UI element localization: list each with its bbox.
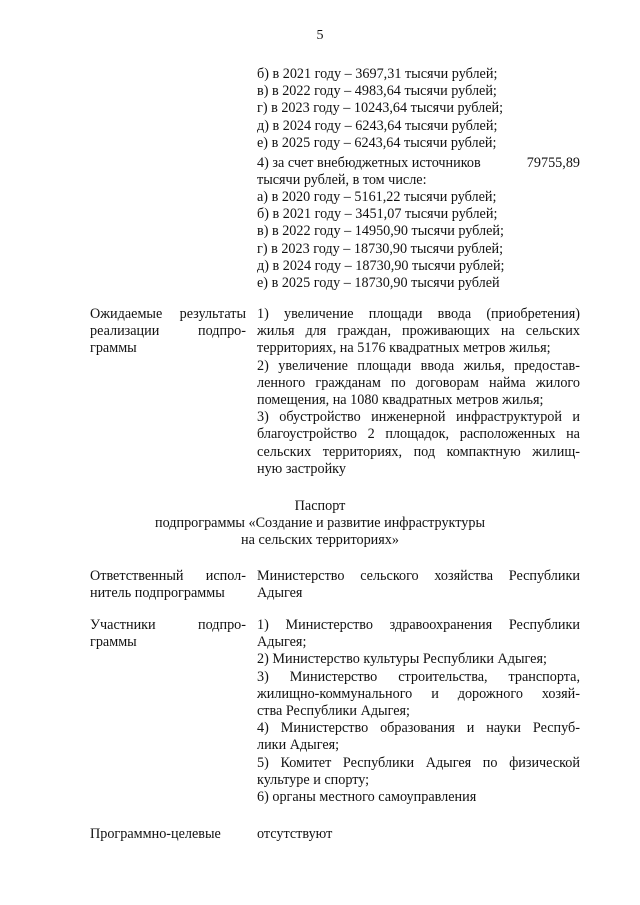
participants-label-line-word: Участники	[90, 617, 156, 633]
extrabudget-year-line: а) в 2020 году – 5161,22 тысячи рублей;	[257, 189, 497, 205]
expected-results-line	[257, 426, 580, 443]
passport-title: Паспорт	[294, 498, 346, 514]
participants-line-word: дорожного	[457, 685, 523, 702]
participants-line-word: 4)	[257, 720, 269, 737]
expected-results-line-word: увеличение	[278, 357, 348, 374]
extrabudget-head	[257, 155, 580, 172]
passport-subtitle-1: подпрограммы «Создание и развитие инфраструктуры	[154, 515, 485, 531]
participants-line-word: и	[466, 720, 475, 737]
expected-results-line-word: жилищ-	[532, 443, 580, 460]
participants-line-word: Республики	[508, 617, 580, 633]
expected-results-line	[257, 306, 580, 323]
extrabudget-year-line: б) в 2021 году – 3451,07 тысячи рублей;	[257, 206, 498, 223]
expected-results-label-line-word: граммы	[90, 340, 137, 357]
participants-line	[257, 634, 306, 651]
participants-line	[257, 669, 580, 686]
expected-results-line-word: договорам	[415, 374, 479, 391]
expected-results-line-word: благоустройство	[257, 426, 357, 443]
expected-results-line-word: проживающих	[402, 323, 490, 340]
responsible-label-line-word: нитель подпрограммы	[90, 585, 225, 602]
expected-results-label-line	[90, 306, 246, 323]
expected-results-line-word: по	[391, 374, 406, 391]
expected-results-line-word: территориях, на 5176 квадратных метров жилья;	[257, 340, 551, 357]
participants-line-word: здравоохранения	[389, 617, 493, 633]
expected-results-label-line-word: результаты	[179, 306, 246, 322]
responsible-label-line	[90, 568, 246, 585]
responsible-line-word: Адыгея	[257, 585, 303, 602]
expected-results-line-word: площади	[368, 306, 423, 322]
participants-line-word: строительства,	[398, 668, 488, 685]
participants-line-word: хозяй-	[541, 685, 580, 702]
participants-line-word: 2) Министерство культуры Республики Адыгея;	[257, 651, 547, 668]
participants-line	[257, 703, 410, 720]
program-target-label: Программно-целевые	[90, 826, 221, 842]
participants-line-word: культуре и спорту;	[257, 771, 370, 788]
participants-line-word: Респуб-	[532, 720, 580, 737]
expected-results-line-word: площади	[357, 357, 412, 374]
responsible-label-line	[90, 585, 225, 602]
expected-results-line-word: сельских	[257, 443, 312, 460]
expected-results-label-line	[90, 323, 246, 340]
funding-year-line: е) в 2025 году – 6243,64 тысячи рублей;	[257, 134, 497, 151]
expected-results-line-word: 2	[367, 426, 375, 443]
participants-line	[257, 772, 369, 789]
participants-line	[257, 617, 580, 634]
participants-line	[257, 686, 580, 703]
expected-results-line-word: на	[566, 426, 580, 443]
participants-line	[257, 755, 580, 772]
participants-line-word: Адыгея;	[257, 634, 307, 651]
responsible-line	[257, 568, 580, 585]
expected-results-line-word: сельских	[525, 323, 580, 340]
expected-results-line	[257, 340, 551, 357]
participants-line-word: Республики	[342, 754, 415, 771]
expected-results-line-word: жилого	[535, 374, 580, 391]
responsible-label-line-word: Ответственный	[90, 568, 184, 584]
expected-results-line-word: и	[572, 409, 580, 426]
responsible-line-word: сельского	[360, 568, 419, 584]
participants-label-line	[90, 634, 137, 651]
funding-year-line: в) в 2022 году – 4983,64 тысячи рублей;	[257, 83, 497, 100]
expected-results-line-word: на	[500, 323, 515, 340]
participants-label-line-word: граммы	[90, 634, 137, 651]
expected-results-line-word: ввода	[420, 357, 455, 374]
expected-results-line	[257, 444, 580, 461]
participants-line-word: по	[482, 754, 498, 771]
participants-line-word: ства Республики Адыгея;	[257, 703, 410, 719]
participants-label-line-word: подпро-	[197, 617, 246, 633]
expected-results-line-word: площадок,	[385, 426, 450, 443]
funding-year-line: б) в 2021 году – 3697,31 тысячи рублей;	[257, 66, 498, 82]
expected-results-line-word: для	[305, 323, 327, 340]
expected-results-line-word: расположенных	[459, 426, 556, 443]
expected-results-line-word: компактную	[446, 443, 521, 460]
expected-results-line-word: ную застройку	[257, 460, 346, 477]
participants-line-word: лики Адыгея;	[257, 737, 340, 754]
extrabudget-year-line: в) в 2022 году – 14950,90 тысячи рублей;	[257, 223, 504, 240]
funding-year-line: д) в 2024 году – 6243,64 тысячи рублей;	[257, 117, 498, 134]
expected-results-line-word: территориях,	[322, 443, 403, 460]
expected-results-line-word: жилья	[257, 323, 295, 340]
funding-year-line: г) в 2023 году – 10243,64 тысячи рублей;	[257, 100, 504, 117]
extrabudget-head-text: 4) за счет внебюджетных источников	[257, 155, 481, 171]
participants-line	[257, 720, 580, 737]
participants-line	[257, 789, 476, 806]
expected-results-line-word: обустройство	[279, 409, 361, 426]
expected-results-line-word: инфраструктурой	[455, 409, 562, 426]
participants-line	[257, 651, 547, 668]
participants-line-word: образования	[380, 720, 455, 737]
participants-line-word: Комитет	[280, 754, 332, 771]
participants-line-word: 6) органы местного самоуправления	[257, 789, 477, 805]
expected-results-line-word: 1)	[257, 306, 269, 322]
participants-line	[257, 737, 339, 754]
expected-results-line-word: граждан,	[337, 323, 392, 340]
expected-results-label-line-word: Ожидаемые	[90, 306, 163, 322]
extrabudget-year-line: е) в 2025 году – 18730,90 тысячи рублей	[257, 275, 500, 291]
participants-line-word: физической	[509, 754, 580, 771]
expected-results-line	[257, 392, 543, 409]
participants-line-word: Министерство	[289, 668, 378, 685]
participants-line-word: транспорта,	[508, 668, 580, 685]
expected-results-line-word: 3)	[257, 409, 269, 426]
expected-results-line	[257, 323, 580, 340]
participants-line-word: Адыгея	[425, 754, 472, 771]
passport-subtitle-2: на сельских территориях»	[241, 532, 399, 548]
expected-results-line-word: инженерной	[371, 409, 446, 426]
responsible-line-word: Министерство	[257, 568, 345, 584]
expected-results-line-word: жилья,	[463, 357, 505, 374]
expected-results-line-word: найма	[489, 374, 526, 391]
expected-results-line-word: гражданам	[315, 374, 381, 391]
expected-results-label-line	[90, 340, 137, 357]
expected-results-line-word: предостав-	[514, 357, 580, 374]
responsible-label-line-word: испол-	[205, 568, 246, 584]
expected-results-line-word: помещения, на 1080 квадратных метров жилья;	[257, 392, 544, 408]
participants-line-word: 5)	[257, 754, 269, 771]
expected-results-line-word: 2)	[257, 357, 269, 374]
participants-label-line	[90, 617, 246, 634]
expected-results-line-word: ленного	[257, 374, 306, 391]
expected-results-label-line-word: подпро-	[197, 323, 246, 340]
extrabudget-tail: тысячи рублей, в том числе:	[257, 172, 427, 188]
expected-results-line	[257, 461, 346, 478]
expected-results-line-word: (приобретения)	[486, 306, 580, 322]
participants-line-word: науки	[486, 720, 521, 737]
participants-line-word: Министерство	[285, 617, 373, 633]
expected-results-line	[257, 409, 580, 426]
participants-line-word: 1)	[257, 617, 269, 633]
extrabudget-year-line: д) в 2024 году – 18730,90 тысячи рублей;	[257, 257, 505, 274]
participants-line-word: 3)	[257, 668, 269, 685]
expected-results-line-word: ввода	[437, 306, 472, 322]
expected-results-line-word: под	[413, 443, 436, 460]
responsible-line-word: Республики	[508, 568, 580, 584]
responsible-line-word: хозяйства	[434, 568, 494, 584]
participants-line-word: Министерство	[280, 720, 369, 737]
page-number: 5	[316, 28, 324, 43]
extrabudget-amount: 79755,89	[526, 155, 580, 171]
expected-results-line-word: увеличение	[283, 306, 354, 322]
expected-results-line	[257, 358, 580, 375]
extrabudget-year-line: г) в 2023 году – 18730,90 тысячи рублей;	[257, 240, 504, 257]
program-target-value: отсутствуют	[257, 826, 333, 842]
participants-line-word: жилищно-коммунального	[257, 685, 413, 702]
responsible-line	[257, 585, 302, 602]
participants-line-word: и	[431, 685, 439, 702]
expected-results-line	[257, 375, 580, 392]
expected-results-label-line-word: реализации	[90, 323, 160, 340]
